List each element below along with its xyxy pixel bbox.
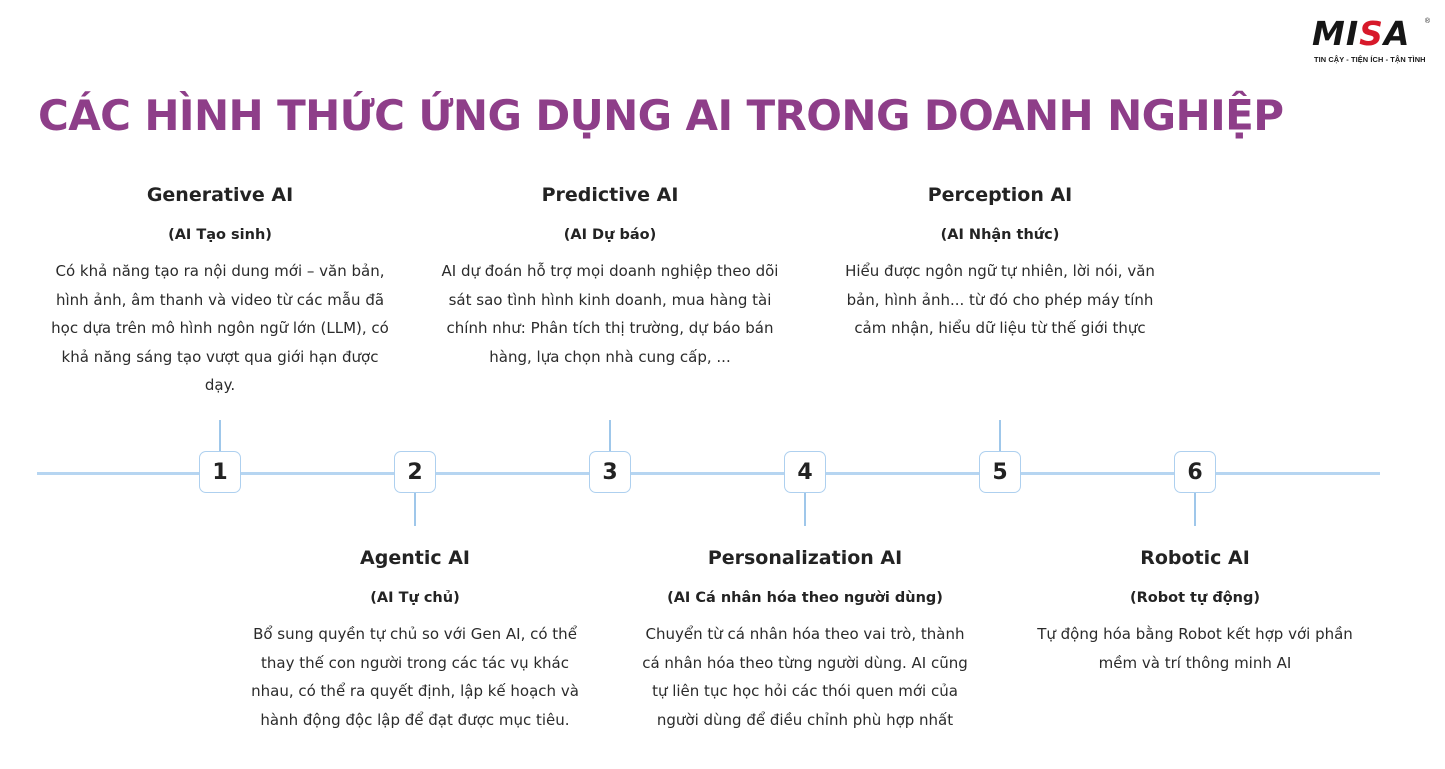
step-node-6: 6 (1174, 451, 1216, 493)
connector-2 (414, 490, 416, 526)
logo-text-right: A (1383, 14, 1411, 53)
connector-5 (999, 420, 1001, 452)
step-node-4: 4 (784, 451, 826, 493)
logo-text-left: MI (1312, 14, 1360, 53)
step-node-5: 5 (979, 451, 1021, 493)
step-card-predictive-ai (440, 183, 780, 371)
step-subtitle: (Robot tự động) (1129, 590, 1261, 606)
step-title: Predictive AI (541, 184, 679, 206)
step-title: Agentic AI (360, 547, 470, 569)
step-node-1: 1 (199, 451, 241, 493)
connector-4 (804, 490, 806, 526)
step-title: Perception AI (927, 184, 1073, 206)
step-subtitle: (AI Tạo sinh) (168, 227, 272, 243)
step-card-robotic-ai (1025, 546, 1365, 677)
step-title: Generative AI (146, 184, 294, 206)
step-subtitle: (AI Dự báo) (563, 227, 657, 243)
connector-6 (1194, 490, 1196, 526)
logo-tagline: TIN CẬY - TIỆN ÍCH - TẬN TÌNH (1314, 55, 1426, 64)
misa-logo (1312, 16, 1434, 66)
registered-mark: ® (1424, 18, 1430, 25)
step-card-personalization-ai (635, 546, 975, 734)
step-node-3: 3 (589, 451, 631, 493)
logo-text-accent: S (1359, 14, 1384, 53)
step-subtitle: (AI Cá nhân hóa theo người dùng) (667, 590, 943, 606)
step-description: Bổ sung quyền tự chủ so với Gen AI, có thể thay thế con người trong các tác vụ khác nhau, có thể ra quyết định, lập kế hoạch và hành động độc lập để đạt được mục tiêu. (251, 625, 579, 729)
step-card-agentic-ai (245, 546, 585, 734)
connector-1 (219, 420, 221, 452)
page-title: CÁC HÌNH THỨC ỨNG DỤNG AI TRONG DOANH NGHIỆP (38, 91, 1284, 140)
step-description: Chuyển từ cá nhân hóa theo vai trò, thành cá nhân hóa theo từng người dùng. AI cũng tự liên tục học hỏi các thói quen mới của người dùng để điều chỉnh phù hợp nhất (642, 625, 968, 729)
step-description: Tự động hóa bằng Robot kết hợp với phần mềm và trí thông minh AI (1037, 625, 1353, 672)
step-node-2: 2 (394, 451, 436, 493)
step-description: Có khả năng tạo ra nội dung mới – văn bản, hình ảnh, âm thanh và video từ các mẫu đã học dựa trên mô hình ngôn ngữ lớn (LLM), có khả năng sáng tạo vượt qua giới hạn được dạy. (51, 262, 389, 394)
step-description: Hiểu được ngôn ngữ tự nhiên, lời nói, văn bản, hình ảnh... từ đó cho phép máy tính cảm nhận, hiểu dữ liệu từ thế giới thực (845, 262, 1155, 337)
step-title: Personalization AI (707, 547, 903, 569)
connector-3 (609, 420, 611, 452)
step-subtitle: (AI Nhận thức) (940, 227, 1060, 243)
step-card-perception-ai (830, 183, 1170, 343)
logo-wordmark (1312, 16, 1410, 52)
step-title: Robotic AI (1140, 547, 1250, 569)
step-subtitle: (AI Tự chủ) (370, 590, 460, 606)
step-card-generative-ai (50, 183, 390, 400)
step-description: AI dự đoán hỗ trợ mọi doanh nghiệp theo dõi sát sao tình hình kinh doanh, mua hàng tài chính như: Phân tích thị trường, dự báo bán hàng, lựa chọn nhà cung cấp, ... (441, 262, 779, 366)
